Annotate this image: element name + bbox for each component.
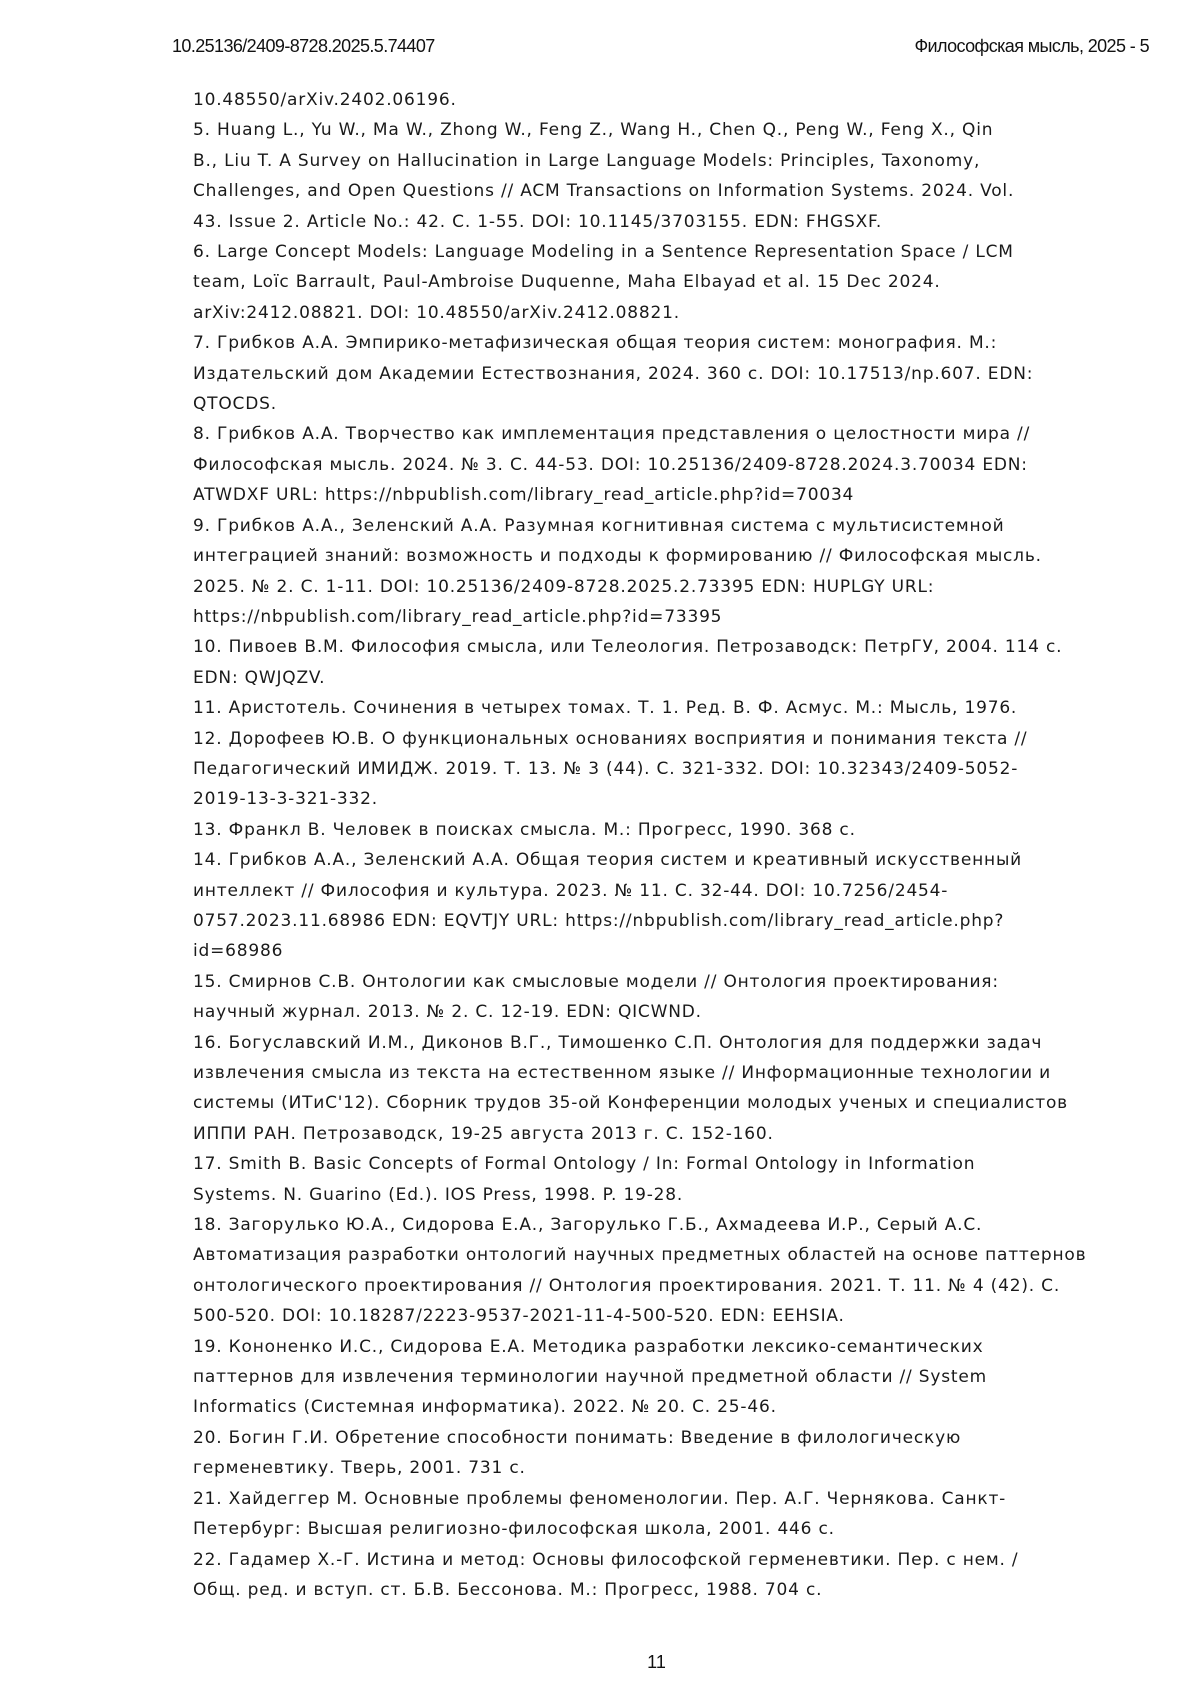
reference-item: 12. Дорофеев Ю.В. О функциональных основаниях восприятия и понимания текста // Педагогический ИМИДЖ. 2019. Т. 13. № 3 (44). С. 321-332. DOI: 10.32343/2409-5052- 2019-13-3-321-332. (193, 728, 1028, 810)
reference-item: 6. Large Concept Models: Language Modeling in a Sentence Representation Space / LCM team, Loïc Barrault, Paul-Ambroise Duquenne, Maha Elbayad et al. 15 Dec 2024. arXiv:2412.08821. DOI: 10.48550/arXiv.2412.08821. (193, 242, 1014, 323)
reference-item: 15. Смирнов С.В. Онтологии как смысловые модели // Онтология проектирования: научный журнал. 2013. № 2. С. 12-19. EDN: QICWND. (193, 971, 999, 1023)
reference-item: 10.48550/arXiv.2402.06196. (193, 90, 457, 110)
reference-item: 16. Богуславский И.М., Диконов В.Г., Тимошенко С.П. Онтология для поддержки задач извлечения смысла из текста на естественном языке // Информационные технологии и системы (ИТиС'12). Сборник трудов 35-ой Конференции молодых ученых и специалистов ИППИ РАН. Петрозаводск, 19-25 августа 2013 г. С. 152-160. (193, 1032, 1068, 1144)
reference-item: 13. Франкл В. Человек в поисках смысла. М.: Прогресс, 1990. 368 с. (193, 819, 856, 840)
reference-item: 14. Грибков А.А., Зеленский А.А. Общая теория систем и креативный искусственный интеллект // Философия и культура. 2023. № 11. С. 32-44. DOI: 10.7256/2454- 0757.2023.11.68986 EDN: EQVTJY URL: https://nbpublish.com/library_read_article.php? id=68986 (193, 850, 1023, 962)
reference-item: 21. Хайдеггер М. Основные проблемы феноменологии. Пер. А.Г. Чернякова. Санкт- Петербург: Высшая религиозно-философская школа, 2001. 446 с. (193, 1488, 1007, 1540)
reference-item: 18. Загорулько Ю.А., Сидорова Е.А., Загорулько Г.Б., Ахмадеева И.Р., Серый А.С. Автоматизация разработки онтологий научных предметных областей на основе паттернов онтологического проектирования // Онтология проектирования. 2021. Т. 11. № 4 (42). С. 500-520. DOI: 10.18287/2223-9537-2021-11-4-500-520. EDN: EEHSIA. (193, 1215, 1087, 1327)
reference-item: 8. Грибков А.А. Творчество как имплементация представления о целостности мира // Философская мысль. 2024. № 3. С. 44-53. DOI: 10.25136/2409-8728.2024.3.70034 EDN: ATWDXF URL: https://nbpublish.com/library_read_article.php?id=70034 (193, 424, 1031, 506)
page-header (172, 36, 1149, 62)
reference-item: 9. Грибков А.А., Зеленский А.А. Разумная когнитивная система с мультисистемной интеграцией знаний: возможность и подходы к формированию // Философская мысль. 2025. № 2. С. 1-11. DOI: 10.25136/2409-8728.2025.2.73395 EDN: HUPLGY URL: https://nbpublish.com/library_read_article.php?id=73395 (193, 515, 1042, 627)
reference-item: 5. Huang L., Yu W., Ma W., Zhong W., Feng Z., Wang H., Chen Q., Peng W., Feng X., Qin B., Liu T. A Survey on Hallucination in Large Language Models: Principles, Taxonomy, Challenges, and Open Questions // ACM Transactions on Information Systems. 2024. Vol. 43. Issue 2. Article No.: 42. С. 1-55. DOI: 10.1145/3703155. EDN: FHGSXF. (193, 120, 1015, 232)
reference-item: 11. Аристотель. Сочинения в четырех томах. Т. 1. Ред. В. Ф. Асмус. М.: Мысль, 1976. (193, 698, 1018, 719)
reference-item: 17. Smith B. Basic Concepts of Formal Ontology / In: Formal Ontology in Information Systems. N. Guarino (Ed.). IOS Press, 1998. P. 19-28. (193, 1154, 976, 1205)
reference-item: 7. Грибков А.А. Эмпирико-метафизическая общая теория систем: монография. М.: Издательский дом Академии Естествознания, 2024. 360 с. DOI: 10.17513/np.607. EDN: QTOCDS. (193, 333, 1034, 415)
page-number: 11 (647, 1652, 666, 1672)
reference-list (193, 85, 1148, 1605)
journal-issue: Философская мысль, 2025 - 5 (914, 36, 1149, 56)
reference-item: 19. Кононенко И.С., Сидорова Е.А. Методика разработки лексико-семантических паттернов для извлечения терминологии научной предметной области // System Informatics (Системная информатика). 2022. № 20. С. 25-46. (193, 1336, 987, 1418)
reference-item: 20. Богин Г.И. Обретение способности понимать: Введение в филологическую герменевтику. Тверь, 2001. 731 с. (193, 1427, 962, 1479)
reference-item: 10. Пивоев В.М. Философия смысла, или Телеология. Петрозаводск: ПетрГУ, 2004. 114 с. EDN: QWJQZV. (193, 637, 1063, 688)
reference-item: 22. Гадамер Х.-Г. Истина и метод: Основы философской герменевтики. Пер. с нем. / Общ. ред. и вступ. ст. Б.В. Бессонова. М.: Прогресс, 1988. 704 с. (193, 1549, 1019, 1600)
article-doi: 10.25136/2409-8728.2025.5.74407 (172, 36, 435, 56)
